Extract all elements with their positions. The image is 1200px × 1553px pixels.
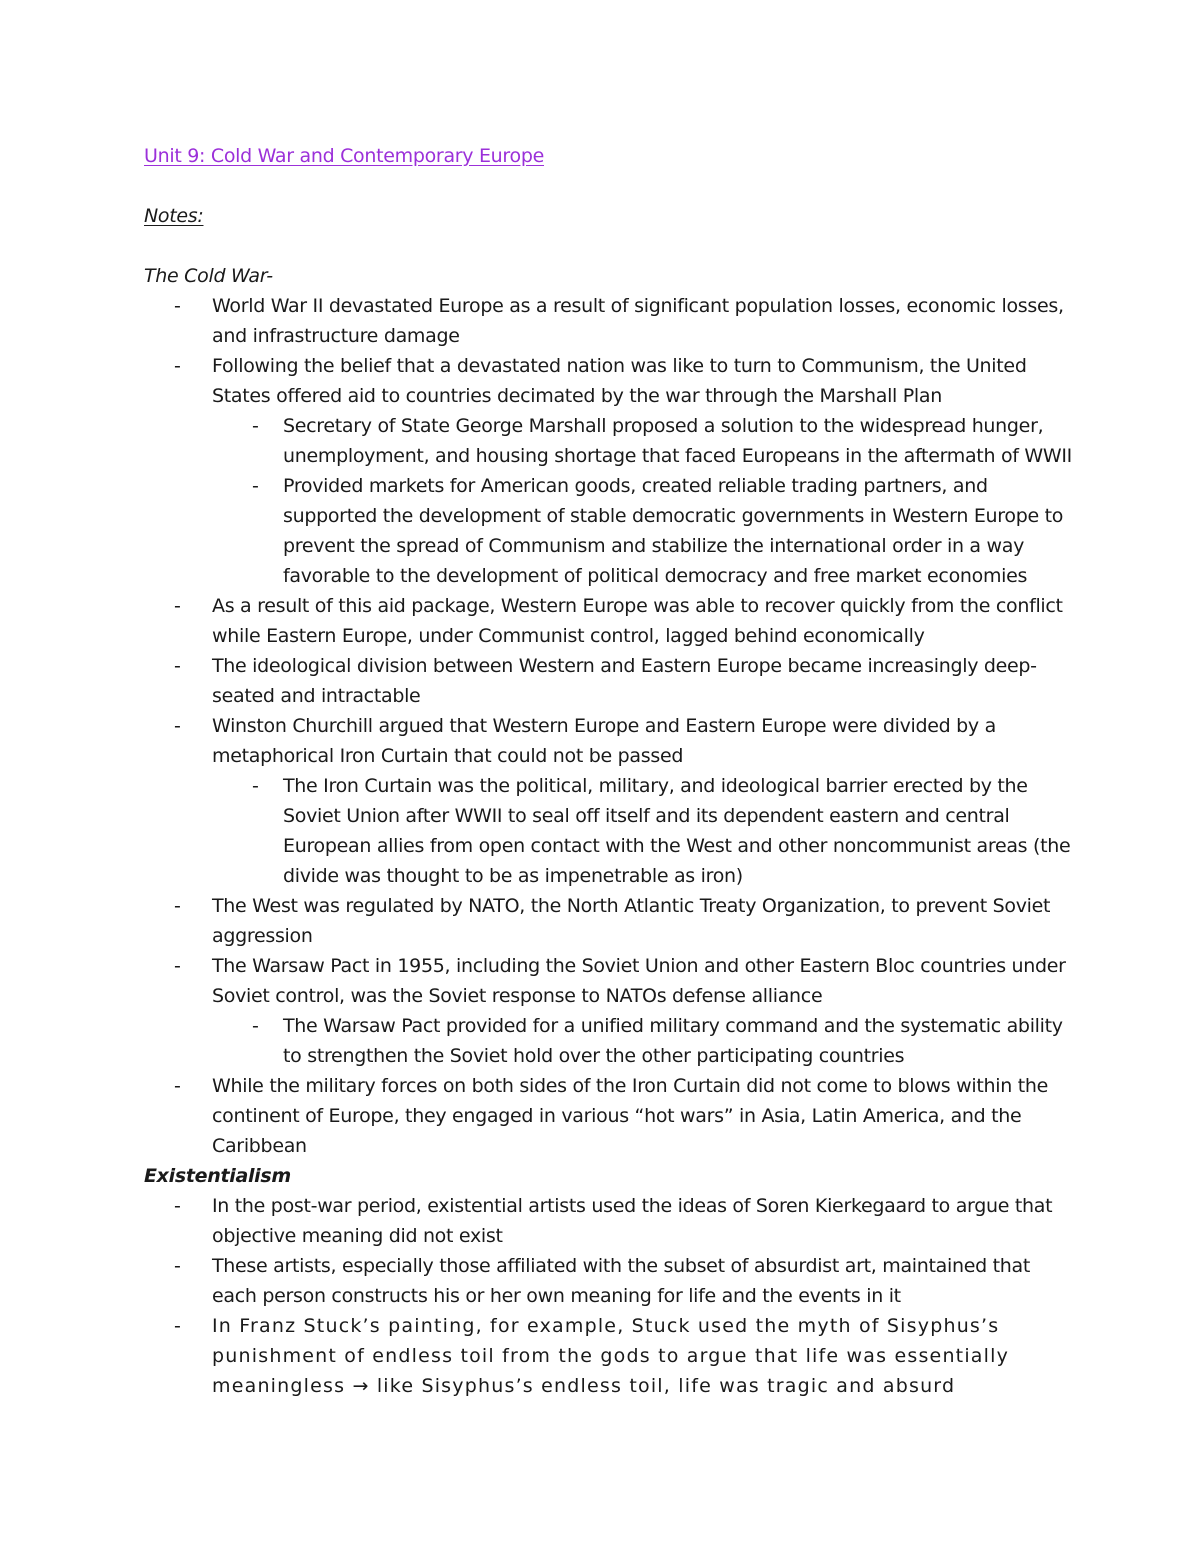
cold-war-list bbox=[144, 291, 1074, 1161]
spacer bbox=[144, 231, 1074, 261]
list-item bbox=[144, 1071, 1074, 1161]
list-item-text: As a result of this aid package, Western Europe was able to recover quickly from the conflict while Eastern Europe, under Communist control, lagged behind economically bbox=[212, 595, 1063, 647]
sub-list bbox=[144, 411, 1074, 591]
bullet-dash: - bbox=[252, 475, 259, 497]
sub-list-item bbox=[212, 411, 1074, 471]
section-heading-existentialism: Existentialism bbox=[144, 1165, 291, 1187]
bullet-dash: - bbox=[174, 1075, 181, 1097]
list-item-text: The Warsaw Pact in 1955, including the Soviet Union and other Eastern Bloc countries under Soviet control, was the Soviet response to NATOs defense alliance bbox=[212, 955, 1066, 1007]
bullet-dash: - bbox=[174, 355, 181, 377]
sub-list-item-text: Provided markets for American goods, created reliable trading partners, and supported the development of stable democratic governments in Western Europe to prevent the spread of Communism and stabilize the international order in a way favorable to the development of political democracy and free market economies bbox=[283, 475, 1064, 587]
sub-list bbox=[144, 1011, 1074, 1071]
list-item-text: World War II devastated Europe as a result of significant population losses, economic losses, and infrastructure damage bbox=[212, 295, 1064, 347]
list-item bbox=[144, 1191, 1074, 1251]
bullet-dash: - bbox=[174, 1255, 181, 1277]
bullet-dash: - bbox=[174, 895, 181, 917]
bullet-dash: - bbox=[252, 415, 259, 437]
list-item bbox=[144, 1311, 1074, 1401]
sub-list bbox=[144, 771, 1074, 891]
list-item bbox=[144, 951, 1074, 1071]
list-item bbox=[144, 1251, 1074, 1311]
list-item-text: These artists, especially those affiliated with the subset of absurdist art, maintained that each person constructs his or her own meaning for life and the events in it bbox=[212, 1255, 1031, 1307]
section-heading-cold-war: The Cold War- bbox=[144, 265, 273, 287]
list-item bbox=[144, 591, 1074, 651]
list-item-text: The West was regulated by NATO, the North Atlantic Treaty Organization, to prevent Soviet aggression bbox=[212, 895, 1051, 947]
spacer bbox=[144, 171, 1074, 201]
sub-list-item-text: The Warsaw Pact provided for a unified military command and the systematic ability to strengthen the Soviet hold over the other participating countries bbox=[283, 1015, 1063, 1067]
existentialism-list bbox=[144, 1191, 1074, 1401]
sub-list-item bbox=[212, 471, 1074, 591]
bullet-dash: - bbox=[174, 715, 181, 737]
bullet-dash: - bbox=[174, 1195, 181, 1217]
list-item-text: In the post-war period, existential artists used the ideas of Soren Kierkegaard to argue that objective meaning did not exist bbox=[212, 1195, 1053, 1247]
list-item-text: Following the belief that a devastated nation was like to turn to Communism, the United States offered aid to countries decimated by the war through the Marshall Plan bbox=[212, 355, 1027, 407]
sub-list-item-text: Secretary of State George Marshall proposed a solution to the widespread hunger, unemployment, and housing shortage that faced Europeans in the aftermath of WWII bbox=[283, 415, 1072, 467]
bullet-dash: - bbox=[252, 1015, 259, 1037]
list-item-text: While the military forces on both sides of the Iron Curtain did not come to blows within the continent of Europe, they engaged in various “hot wars” in Asia, Latin America, and the Caribbean bbox=[212, 1075, 1049, 1157]
bullet-dash: - bbox=[174, 1315, 181, 1337]
list-item bbox=[144, 291, 1074, 351]
bullet-dash: - bbox=[174, 955, 181, 977]
sub-list-item bbox=[212, 1011, 1074, 1071]
bullet-dash: - bbox=[174, 655, 181, 677]
notes-label: Notes: bbox=[144, 205, 204, 227]
list-item bbox=[144, 891, 1074, 951]
sub-list-item bbox=[212, 771, 1074, 891]
document-body bbox=[144, 141, 1074, 1401]
sub-list-item-text: The Iron Curtain was the political, military, and ideological barrier erected by the Soviet Union after WWII to seal off itself and its dependent eastern and central European allies from open contact with the West and other noncommunist areas (the divide was thought to be as impenetrable as iron) bbox=[283, 775, 1071, 887]
list-item-text: In Franz Stuck’s painting, for example, Stuck used the myth of Sisyphus’s punishment of endless toil from the gods to argue that life was essentially meaningless → like Sisyphus’s endless toil, life was tragic and absurd bbox=[212, 1315, 1010, 1397]
list-item bbox=[144, 351, 1074, 591]
list-item bbox=[144, 651, 1074, 711]
bullet-dash: - bbox=[174, 295, 181, 317]
page-title: Unit 9: Cold War and Contemporary Europe bbox=[144, 145, 544, 167]
bullet-dash: - bbox=[174, 595, 181, 617]
bullet-dash: - bbox=[252, 775, 259, 797]
list-item bbox=[144, 711, 1074, 891]
list-item-text: The ideological division between Western and Eastern Europe became increasingly deep-seated and intractable bbox=[212, 655, 1037, 707]
list-item-text: Winston Churchill argued that Western Europe and Eastern Europe were divided by a metaphorical Iron Curtain that could not be passed bbox=[212, 715, 996, 767]
